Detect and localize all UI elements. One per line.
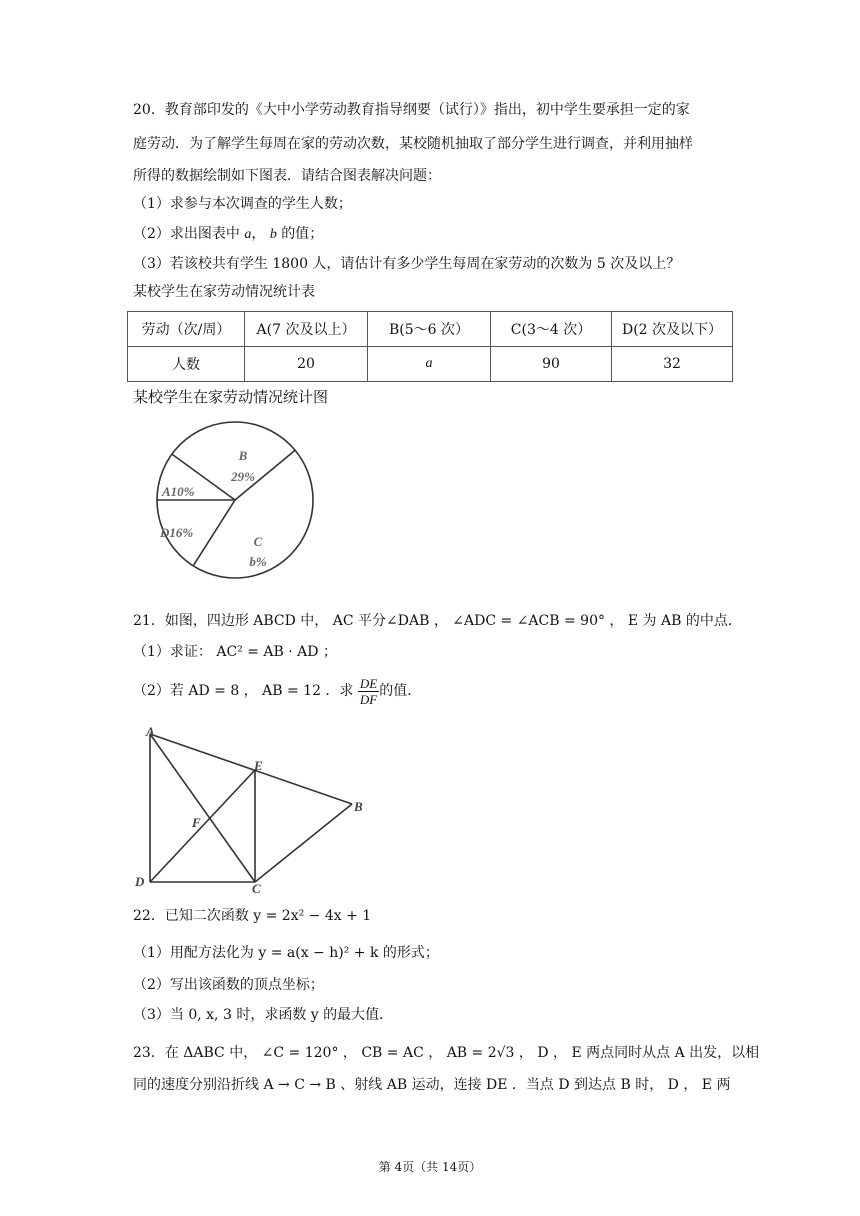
table-cell: 32 bbox=[612, 347, 733, 382]
q20-sub-2-sep: ， bbox=[251, 226, 266, 242]
table-header: B(5～6 次） bbox=[368, 312, 491, 347]
label-b-pct: 29% bbox=[231, 469, 255, 484]
label-d: D16% bbox=[160, 525, 194, 540]
stats-table bbox=[127, 311, 733, 382]
q21-line-1: 21．如图，四边形 ABCD 中， AC 平分∠DAB ， ∠ADC = ∠ACB = 90° ， E 为 AB 的中点． bbox=[133, 613, 742, 629]
label-c-name: C bbox=[253, 534, 263, 549]
q20-sub-1: （1）求参与本次调查的学生人数； bbox=[133, 196, 352, 212]
q21-sub-2 bbox=[133, 674, 421, 710]
table-header: D(2 次及以下） bbox=[612, 312, 733, 347]
table-title: 某校学生在家劳动情况统计表 bbox=[133, 284, 315, 300]
segment-cb bbox=[255, 804, 352, 882]
table-header: A(7 次及以上） bbox=[245, 312, 368, 347]
q22-sub-3: （3）当 0, x, 3 时，求函数 y 的最大值． bbox=[133, 1007, 394, 1023]
q22-sub-1: （1）用配方法化为 y = a(x − h)² + k 的形式； bbox=[133, 945, 439, 961]
segment-ac bbox=[150, 734, 255, 882]
point-d-label: D bbox=[135, 874, 145, 889]
fraction-numerator: DE bbox=[359, 675, 378, 691]
q20-sub-2-end: 的值； bbox=[281, 226, 324, 242]
segment-de bbox=[150, 770, 255, 882]
q22-sub-2: （2）写出该函数的顶点坐标； bbox=[133, 977, 324, 993]
pie-chart bbox=[140, 420, 340, 580]
q20-sub-3: （3）若该校共有学生 1800 人，请估计有多少学生每周在家劳动的次数为 5 次及以上？ bbox=[133, 256, 681, 272]
chart-title: 某校学生在家劳动情况统计图 bbox=[133, 388, 329, 406]
label-b-name: B bbox=[238, 448, 248, 463]
geometry-figure bbox=[130, 720, 380, 895]
table-row-label: 人数 bbox=[128, 347, 245, 382]
point-f-label: F bbox=[192, 815, 201, 830]
table-header-row bbox=[128, 312, 733, 347]
q20-line-1: 20．教育部印发的《大中小学劳动教育指导纲要（试行）》指出，初中学生要承担一定的家 bbox=[133, 102, 690, 118]
page-footer: 第 4页（共 14页） bbox=[378, 1160, 482, 1174]
fraction-denominator: DF bbox=[359, 691, 378, 707]
q20-line-3: 所得的数据绘制如下图表．请结合图表解决问题： bbox=[133, 168, 441, 184]
table-cell: 20 bbox=[245, 347, 368, 382]
pie-slice-boundary-d bbox=[193, 500, 235, 566]
q20-line-2: 庭劳动．为了解学生每周在家的劳动次数，某校随机抽取了部分学生进行调查，并利用抽样 bbox=[133, 136, 693, 152]
label-c-pct: b% bbox=[249, 554, 267, 569]
fraction bbox=[358, 676, 379, 707]
q22-line-1: 22．已知二次函数 y = 2x² − 4x + 1 bbox=[133, 908, 372, 924]
label-a: A10% bbox=[162, 484, 195, 499]
table-cell: a bbox=[368, 347, 491, 382]
table-header: 劳动（次/周） bbox=[128, 312, 245, 347]
q20-sub-2 bbox=[133, 224, 323, 245]
var-b: b bbox=[269, 227, 277, 242]
q23-line-2: 同的速度分别沿折线 A → C → B 、射线 AB 运动，连接 DE ．当点 D 到达点 B 时， D ， E 两 bbox=[133, 1077, 731, 1093]
point-e-label: E bbox=[254, 758, 263, 773]
point-c-label: C bbox=[252, 881, 261, 895]
point-b-label: B bbox=[354, 799, 363, 814]
q20-sub-2-text: （2）求出图表中 bbox=[133, 226, 240, 242]
table-header: C(3～4 次） bbox=[491, 312, 612, 347]
table-row bbox=[128, 347, 733, 382]
q21-sub-1: （1）求证： AC² = AB · AD ； bbox=[133, 644, 337, 660]
q21-sub-2-pre: （2）若 AD = 8 ， AB = 12 ．求 bbox=[133, 683, 354, 699]
table-cell: 90 bbox=[491, 347, 612, 382]
point-a-label: A bbox=[146, 724, 155, 739]
segment-ab bbox=[150, 734, 352, 804]
q23-line-1: 23．在 ΔABC 中， ∠C = 120° ， CB = AC ， AB = 2√3 ， D ， E 两点同时从点 A 出发，以相 bbox=[133, 1045, 760, 1061]
q21-sub-2-post: 的值． bbox=[379, 683, 422, 699]
var-a: a bbox=[244, 227, 252, 242]
